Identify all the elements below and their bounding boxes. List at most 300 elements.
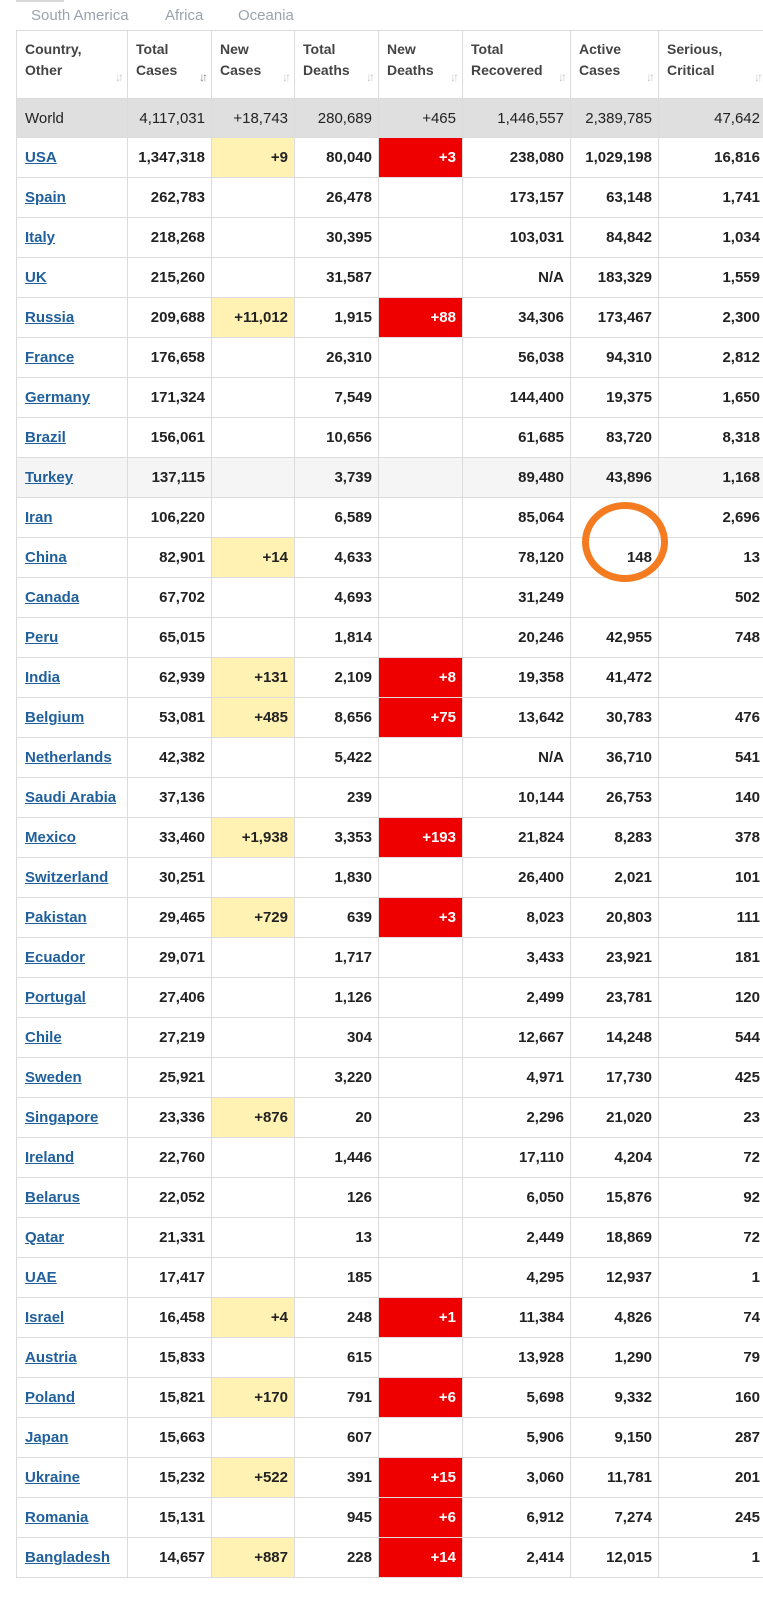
country-link[interactable]: Switzerland [25,869,109,886]
new-deaths-cell [379,1218,463,1258]
new-cases-cell [212,1058,295,1098]
new-deaths-cell [379,1138,463,1178]
new-cases-cell [212,1418,295,1458]
serious-critical-cell: 120 [659,978,763,1018]
world-total-row [17,99,763,138]
country-link[interactable]: Singapore [25,1109,99,1126]
total-cases-cell: 82,901 [128,538,212,578]
active-cases-cell: 2,021 [571,858,659,898]
table-row [17,1418,763,1458]
table-row [17,258,763,298]
total-recovered-cell: 20,246 [463,618,571,658]
new-deaths-cell: +193 [379,818,463,858]
serious-critical-cell: 8,318 [659,418,763,458]
total-recovered-cell: 56,038 [463,338,571,378]
total-deaths-cell: 639 [295,898,379,938]
total-deaths-cell: 20 [295,1098,379,1138]
total-cases-cell: 1,347,318 [128,138,212,178]
new-cases-cell: +729 [212,898,295,938]
total-cases-cell: 15,131 [128,1498,212,1538]
active-cases-cell: 41,472 [571,658,659,698]
serious-critical-cell: 1,559 [659,258,763,298]
new-cases-cell [212,1018,295,1058]
total-cases-cell: 14,657 [128,1538,212,1578]
active-cases-cell: 148 [571,538,659,578]
column-header-line1: Serious, [667,41,723,57]
new-deaths-cell: +8 [379,658,463,698]
total-recovered-cell: 2,499 [463,978,571,1018]
tab-africa[interactable]: Africa [165,7,204,24]
country-cell [17,1258,128,1298]
new-cases-cell [212,1258,295,1298]
new-deaths-cell [379,218,463,258]
total-recovered-cell: 21,824 [463,818,571,858]
active-cases-cell: 1,029,198 [571,138,659,178]
table-row [17,898,763,938]
active-cases-cell [571,498,659,538]
total-cases-cell: 23,336 [128,1098,212,1138]
new-cases-cell [212,578,295,618]
new-cases-cell [212,258,295,298]
country-link[interactable]: Sweden [25,1069,82,1086]
new-cases-cell: +1,938 [212,818,295,858]
country-link[interactable]: Iran [25,509,53,526]
country-link[interactable]: Portugal [25,989,86,1006]
serious-critical-cell: 79 [659,1338,763,1378]
total-recovered-cell: 2,414 [463,1538,571,1578]
table-row [17,498,763,538]
new-deaths-cell: +1 [379,1298,463,1338]
total-recovered-cell: 5,906 [463,1418,571,1458]
column-header-new-cases[interactable] [212,31,295,99]
country-cell [17,378,128,418]
total-cases-cell: 156,061 [128,418,212,458]
country-link[interactable]: Austria [25,1349,77,1366]
total-cases-cell: 42,382 [128,738,212,778]
serious-critical-cell: 476 [659,698,763,738]
table-row [17,218,763,258]
total-deaths-cell: 8,656 [295,698,379,738]
table-row [17,658,763,698]
country-cell [17,1338,128,1378]
serious-critical-cell: 23 [659,1098,763,1138]
active-cases-cell: 12,015 [571,1538,659,1578]
total-recovered-cell: 8,023 [463,898,571,938]
serious-critical-cell: 378 [659,818,763,858]
new-cases-cell [212,458,295,498]
country-cell [17,1058,128,1098]
column-header-line1: Active [579,41,622,57]
table-row [17,418,763,458]
total-recovered-cell: 6,912 [463,1498,571,1538]
total-recovered-cell: 26,400 [463,858,571,898]
total-deaths-cell: 228 [295,1538,379,1578]
country-link[interactable]: Spain [25,189,66,206]
country-cell [17,178,128,218]
total-cases-cell: 62,939 [128,658,212,698]
new-cases-cell [212,778,295,818]
serious-critical-cell: 1,741 [659,178,763,218]
country-link[interactable]: Chile [25,1029,62,1046]
country-link[interactable]: Ecuador [25,949,86,966]
active-cases-cell [571,578,659,618]
table-body [17,99,763,1578]
total-deaths-cell: 239 [295,778,379,818]
total-recovered-cell: 10,144 [463,778,571,818]
new-cases-cell [212,1178,295,1218]
country-cell [17,698,128,738]
active-cases-cell: 7,274 [571,1498,659,1538]
total-cases-cell: 16,458 [128,1298,212,1338]
total-cases-cell: 4,117,031 [128,99,212,138]
total-cases-cell: 37,136 [128,778,212,818]
country-link[interactable]: Pakistan [25,909,87,926]
new-cases-cell: +9 [212,138,295,178]
total-recovered-cell: 6,050 [463,1178,571,1218]
country-link[interactable]: Germany [25,389,91,406]
serious-critical-cell: 74 [659,1298,763,1338]
total-deaths-cell: 304 [295,1018,379,1058]
total-deaths-cell: 126 [295,1178,379,1218]
new-cases-cell [212,858,295,898]
country-link[interactable]: Netherlands [25,749,112,766]
column-header-line2: Critical [667,62,715,78]
total-cases-cell: 15,663 [128,1418,212,1458]
country-cell [17,938,128,978]
country-cell [17,1298,128,1338]
total-recovered-cell: 61,685 [463,418,571,458]
table-row [17,1498,763,1538]
total-cases-cell: 27,406 [128,978,212,1018]
column-header-new-deaths[interactable] [379,31,463,99]
serious-critical-cell: 201 [659,1458,763,1498]
country-cell [17,298,128,338]
new-deaths-cell [379,1418,463,1458]
new-deaths-cell [379,1018,463,1058]
country-cell [17,498,128,538]
active-cases-cell: 83,720 [571,418,659,458]
serious-critical-cell: 2,300 [659,298,763,338]
new-deaths-cell: +6 [379,1498,463,1538]
column-header-total-recovered[interactable] [463,31,571,99]
table-row [17,1538,763,1578]
serious-critical-cell: 72 [659,1138,763,1178]
total-cases-cell: 209,688 [128,298,212,338]
total-recovered-cell: 17,110 [463,1138,571,1178]
country-cell [17,978,128,1018]
country-link[interactable]: India [25,669,61,686]
new-deaths-cell [379,498,463,538]
table-row [17,1378,763,1418]
sort-arrows-icon[interactable]: ↓↑ [558,70,564,84]
serious-critical-cell: 287 [659,1418,763,1458]
serious-critical-cell: 101 [659,858,763,898]
country-cell [17,1018,128,1058]
country-link[interactable]: Peru [25,629,59,646]
active-cases-cell: 18,869 [571,1218,659,1258]
table-row [17,1098,763,1138]
serious-critical-cell: 425 [659,1058,763,1098]
total-deaths-cell: 1,446 [295,1138,379,1178]
total-deaths-cell: 2,109 [295,658,379,698]
active-cases-cell: 84,842 [571,218,659,258]
country-link[interactable]: Russia [25,309,75,326]
total-recovered-cell: 103,031 [463,218,571,258]
table-row [17,378,763,418]
column-header-active-cases[interactable] [571,31,659,99]
country-link[interactable]: Qatar [25,1229,65,1246]
new-cases-cell [212,378,295,418]
new-cases-cell [212,1138,295,1178]
total-cases-cell: 21,331 [128,1218,212,1258]
total-recovered-cell: 85,064 [463,498,571,538]
sort-arrows-icon[interactable]: ↓↑ [199,70,205,84]
new-deaths-cell: +75 [379,698,463,738]
country-cell [17,418,128,458]
active-cases-cell: 15,876 [571,1178,659,1218]
total-cases-cell: 33,460 [128,818,212,858]
new-deaths-cell: +3 [379,138,463,178]
country-cell [17,578,128,618]
new-cases-cell: +170 [212,1378,295,1418]
total-recovered-cell: N/A [463,738,571,778]
total-cases-cell: 15,821 [128,1378,212,1418]
total-deaths-cell: 1,830 [295,858,379,898]
country-link[interactable]: France [25,349,75,366]
total-cases-cell: 176,658 [128,338,212,378]
serious-critical-cell: 160 [659,1378,763,1418]
serious-critical-cell: 140 [659,778,763,818]
column-header-serious-critical[interactable] [659,31,763,99]
country-link[interactable]: Canada [25,589,80,606]
total-recovered-cell: 238,080 [463,138,571,178]
new-deaths-cell [379,1178,463,1218]
total-recovered-cell: 173,157 [463,178,571,218]
table-row [17,738,763,778]
new-deaths-cell: +6 [379,1378,463,1418]
new-cases-cell: +876 [212,1098,295,1138]
column-header-country-other[interactable] [17,31,128,99]
country-link[interactable]: Ukraine [25,1469,81,1486]
country-cell [17,1178,128,1218]
total-recovered-cell: N/A [463,258,571,298]
total-recovered-cell: 11,384 [463,1298,571,1338]
country-cell [17,218,128,258]
new-cases-cell [212,738,295,778]
total-recovered-cell: 89,480 [463,458,571,498]
active-cases-cell: 173,467 [571,298,659,338]
serious-critical-cell: 181 [659,938,763,978]
total-cases-cell: 215,260 [128,258,212,298]
serious-critical-cell: 92 [659,1178,763,1218]
total-cases-cell: 22,052 [128,1178,212,1218]
covid-cases-table [16,30,763,1578]
new-cases-cell [212,178,295,218]
country-cell [17,1098,128,1138]
table-row [17,1018,763,1058]
table-row [17,1178,763,1218]
new-deaths-cell: +465 [379,99,463,138]
country-link[interactable]: Romania [25,1509,89,1526]
total-cases-cell: 29,071 [128,938,212,978]
country-cell [17,1418,128,1458]
country-link[interactable]: Brazil [25,429,66,446]
total-cases-cell: 53,081 [128,698,212,738]
total-deaths-cell: 6,589 [295,498,379,538]
country-link[interactable]: Italy [25,229,56,246]
total-cases-cell: 171,324 [128,378,212,418]
total-recovered-cell: 144,400 [463,378,571,418]
total-cases-cell: 106,220 [128,498,212,538]
active-cases-cell: 4,204 [571,1138,659,1178]
sort-arrows-icon[interactable]: ↓↑ [282,70,288,84]
total-recovered-cell: 3,433 [463,938,571,978]
tab-oceania[interactable]: Oceania [238,7,294,24]
country-link[interactable]: Ireland [25,1149,75,1166]
serious-critical-cell: 1,650 [659,378,763,418]
total-cases-cell: 22,760 [128,1138,212,1178]
new-deaths-cell [379,738,463,778]
total-deaths-cell: 31,587 [295,258,379,298]
table-row [17,818,763,858]
country-cell [17,818,128,858]
active-cases-cell: 4,826 [571,1298,659,1338]
active-cases-cell: 23,781 [571,978,659,1018]
active-cases-cell: 94,310 [571,338,659,378]
new-cases-cell [212,1498,295,1538]
total-cases-cell: 29,465 [128,898,212,938]
country-link[interactable]: Mexico [25,829,76,846]
total-recovered-cell: 5,698 [463,1378,571,1418]
new-cases-cell [212,978,295,1018]
total-deaths-cell: 3,739 [295,458,379,498]
table-row [17,138,763,178]
new-deaths-cell: +3 [379,898,463,938]
active-cases-cell: 19,375 [571,378,659,418]
total-cases-cell: 65,015 [128,618,212,658]
country-link[interactable]: Turkey [25,469,74,486]
total-cases-cell: 15,833 [128,1338,212,1378]
new-cases-cell: +14 [212,538,295,578]
country-link[interactable]: UK [25,269,47,286]
total-deaths-cell: 3,353 [295,818,379,858]
column-header-line1: Country, [25,41,82,57]
new-deaths-cell [379,418,463,458]
country-link[interactable]: Poland [25,1389,76,1406]
table-row [17,338,763,378]
active-cases-cell: 9,332 [571,1378,659,1418]
table-row [17,578,763,618]
total-recovered-cell: 2,449 [463,1218,571,1258]
total-deaths-cell: 615 [295,1338,379,1378]
column-header-total-deaths[interactable] [295,31,379,99]
total-recovered-cell: 4,295 [463,1258,571,1298]
tab-south-america[interactable]: South America [31,7,129,24]
total-deaths-cell: 1,126 [295,978,379,1018]
table-row [17,458,763,498]
new-deaths-cell [379,538,463,578]
table-row [17,178,763,218]
new-deaths-cell [379,978,463,1018]
total-deaths-cell: 4,693 [295,578,379,618]
active-cases-cell: 26,753 [571,778,659,818]
country-link[interactable]: Bangladesh [25,1549,111,1566]
total-deaths-cell: 945 [295,1498,379,1538]
country-link[interactable]: USA [25,149,57,166]
new-cases-cell [212,218,295,258]
table-row [17,778,763,818]
sort-arrows-icon[interactable]: ↓↑ [754,70,760,84]
country-link[interactable]: Japan [25,1429,69,1446]
new-cases-cell [212,418,295,458]
serious-critical-cell: 1 [659,1258,763,1298]
serious-critical-cell: 544 [659,1018,763,1058]
table-row [17,978,763,1018]
active-cases-cell: 30,783 [571,698,659,738]
country-link[interactable]: Saudi Arabia [25,789,117,806]
country-link[interactable]: UAE [25,1269,57,1286]
new-cases-cell: +11,012 [212,298,295,338]
tab-indicator [16,0,64,2]
total-deaths-cell: 26,478 [295,178,379,218]
country-link[interactable]: China [25,549,67,566]
table-row [17,858,763,898]
new-deaths-cell: +14 [379,1538,463,1578]
total-recovered-cell: 3,060 [463,1458,571,1498]
country-cell [17,858,128,898]
column-header-line2: Recovered [471,62,543,78]
new-deaths-cell [379,378,463,418]
column-header-line2: Deaths [387,62,434,78]
total-recovered-cell: 13,928 [463,1338,571,1378]
sort-arrows-icon[interactable]: ↓↑ [450,70,456,84]
new-deaths-cell [379,578,463,618]
sort-arrows-icon[interactable]: ↓↑ [646,70,652,84]
new-deaths-cell: +15 [379,1458,463,1498]
new-deaths-cell [379,1098,463,1138]
new-deaths-cell [379,338,463,378]
new-cases-cell [212,338,295,378]
total-deaths-cell: 5,422 [295,738,379,778]
country-cell [17,1138,128,1178]
country-cell [17,778,128,818]
table-row [17,1058,763,1098]
sort-arrows-icon[interactable]: ↓↑ [366,70,372,84]
active-cases-cell: 63,148 [571,178,659,218]
table-row [17,1298,763,1338]
column-header-line1: Total [471,41,504,57]
country-link[interactable]: Israel [25,1309,65,1326]
serious-critical-cell: 245 [659,1498,763,1538]
total-recovered-cell: 4,971 [463,1058,571,1098]
sort-arrows-icon[interactable]: ↓↑ [115,70,121,84]
total-recovered-cell: 13,642 [463,698,571,738]
total-deaths-cell: 4,633 [295,538,379,578]
column-header-total-cases[interactable] [128,31,212,99]
total-deaths-cell: 391 [295,1458,379,1498]
column-header-line2: Cases [579,62,621,78]
country-link[interactable]: Belgium [25,709,85,726]
serious-critical-cell: 1 [659,1538,763,1578]
country-link[interactable]: Belarus [25,1189,81,1206]
country-cell [17,1378,128,1418]
table-row [17,1458,763,1498]
country-cell [17,258,128,298]
region-tabs [0,0,763,30]
column-header-line1: Total [136,41,169,57]
active-cases-cell: 1,290 [571,1338,659,1378]
active-cases-cell: 8,283 [571,818,659,858]
